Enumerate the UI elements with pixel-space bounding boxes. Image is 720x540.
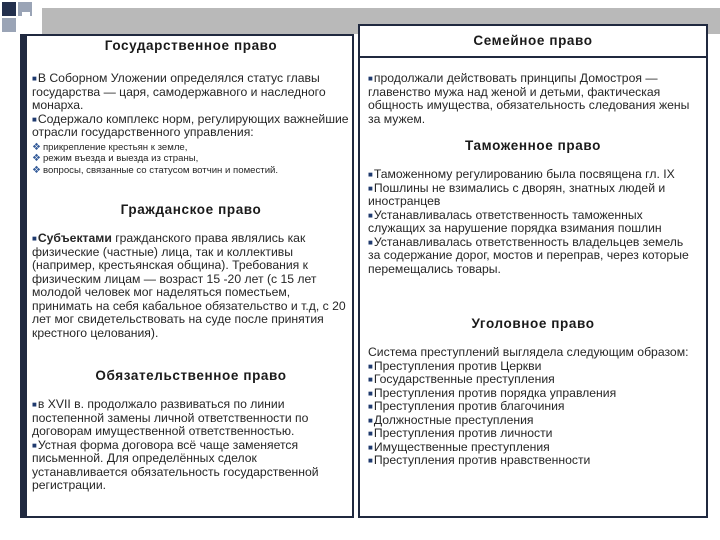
grazh-body — [32, 232, 350, 340]
ugol-item-6: Преступления против личности — [373, 426, 553, 440]
gos-p1: В Соборном Уложении определялся статус главы государства — царя, самодержавного и наследного монарха. — [32, 71, 326, 112]
sem-body — [368, 72, 698, 126]
square-bullet-icon: ■ — [32, 400, 37, 409]
square-bullet-icon: ■ — [368, 456, 373, 465]
gos-sub-2: режим въезда и выезда из страны, — [42, 153, 199, 165]
left-column — [20, 34, 354, 518]
gos-body — [32, 72, 350, 177]
square-bullet-icon: ■ — [368, 170, 373, 179]
gos-sub-1: прикрепление крестьян к земле, — [42, 141, 188, 153]
square-bullet-icon: ■ — [32, 234, 37, 243]
square-bullet-icon: ■ — [32, 440, 37, 450]
sem-title: Семейное право — [473, 33, 593, 48]
ugol-body — [368, 346, 698, 468]
square-bullet-icon: ■ — [368, 183, 373, 193]
square-bullet-icon: ■ — [32, 74, 37, 83]
ugol-item-8: Преступления против нравственности — [373, 453, 591, 467]
ugol-item-3: Преступления против порядка управления — [373, 385, 617, 400]
sem-header-box — [358, 24, 708, 58]
right-column — [358, 34, 708, 518]
square-bullet-icon: ■ — [368, 415, 373, 425]
ugol-item-1: Преступления против Церкви — [373, 358, 542, 373]
ugol-item-7: Имущественные преступления — [373, 439, 550, 454]
grazh-title: Гражданское право — [120, 202, 262, 217]
square-bullet-icon: ■ — [368, 210, 373, 220]
ugol-title: Уголовное право — [471, 316, 595, 331]
square-bullet-icon: ■ — [368, 375, 373, 384]
square-bullet-icon: ■ — [368, 442, 373, 452]
gos-title: Государственное право — [104, 38, 278, 53]
diamond-bullet-icon: ❖ — [32, 165, 41, 177]
tam-item-2: Пошлины не взимались с дворян, знатных людей и иностранцев — [368, 180, 666, 208]
obyaz-p1: в XVII в. продолжало развиваться по линии постепенной замены личной ответственности по договорам имущественной ответственностью. — [32, 397, 309, 438]
square-bullet-icon: ■ — [368, 361, 373, 371]
square-bullet-icon: ■ — [368, 388, 373, 398]
gos-sub-3: вопросы, связанные со статусом вотчин и поместий. — [42, 165, 279, 177]
ugol-item-4: Преступления против благочиния — [373, 399, 565, 413]
tam-title: Таможенное право — [465, 138, 601, 153]
square-bullet-icon: ■ — [368, 74, 373, 83]
obyaz-body — [32, 398, 350, 493]
ugol-item-2: Государственные преступления — [373, 372, 555, 386]
obyaz-title: Обязательственное право — [95, 368, 287, 383]
tam-item-1: Таможенному регулированию была посвящена гл. IX — [373, 167, 675, 181]
grazh-p1-bold: Субъектами — [37, 231, 112, 245]
square-bullet-icon: ■ — [368, 429, 373, 438]
ugol-item-5: Должностные преступления — [373, 412, 534, 427]
square-bullet-icon: ■ — [32, 114, 37, 124]
square-bullet-icon: ■ — [368, 237, 373, 247]
tam-body — [368, 168, 698, 276]
tam-item-3: Устанавливалась ответственность таможенных служащих за нарушение порядка взимания пошлин — [368, 207, 662, 235]
gos-p2: Содержало комплекс норм, регулирующих важнейшие отрасли государственного управления: — [32, 111, 349, 139]
obyaz-p2: Устная форма договора всё чаще заменяется письменной. Для определённых сделок устанавливается обязательность государственной регистрации. — [32, 437, 319, 492]
sem-p1: продолжали действовать принципы Домостроя — главенство мужа над женой и детьми, фактическая общность имущества, обязательность следования жены за мужем. — [368, 71, 690, 126]
tam-item-4: Устанавливалась ответственность владельцев земель за содержание дорог, мостов и переправ, через которые перемещались товары. — [368, 234, 689, 276]
ugol-intro: Система преступлений выглядела следующим образом: — [368, 345, 689, 359]
diamond-bullet-icon: ❖ — [32, 141, 41, 153]
grazh-p1-rest: гражданского права являлись как физические (частные) лица, так и коллективы (например, крестьянская община). Требования к физическим лицам — возраст 15 -20 лет (с 15 лет молодой человек мог наделяться поместьем, принимать на себя кабальное обязательство и т.д, с 20 лет мог свидетельствовать на суде после принятия крестного целования). — [32, 231, 346, 340]
diamond-bullet-icon: ❖ — [32, 153, 41, 165]
square-bullet-icon: ■ — [368, 402, 373, 411]
